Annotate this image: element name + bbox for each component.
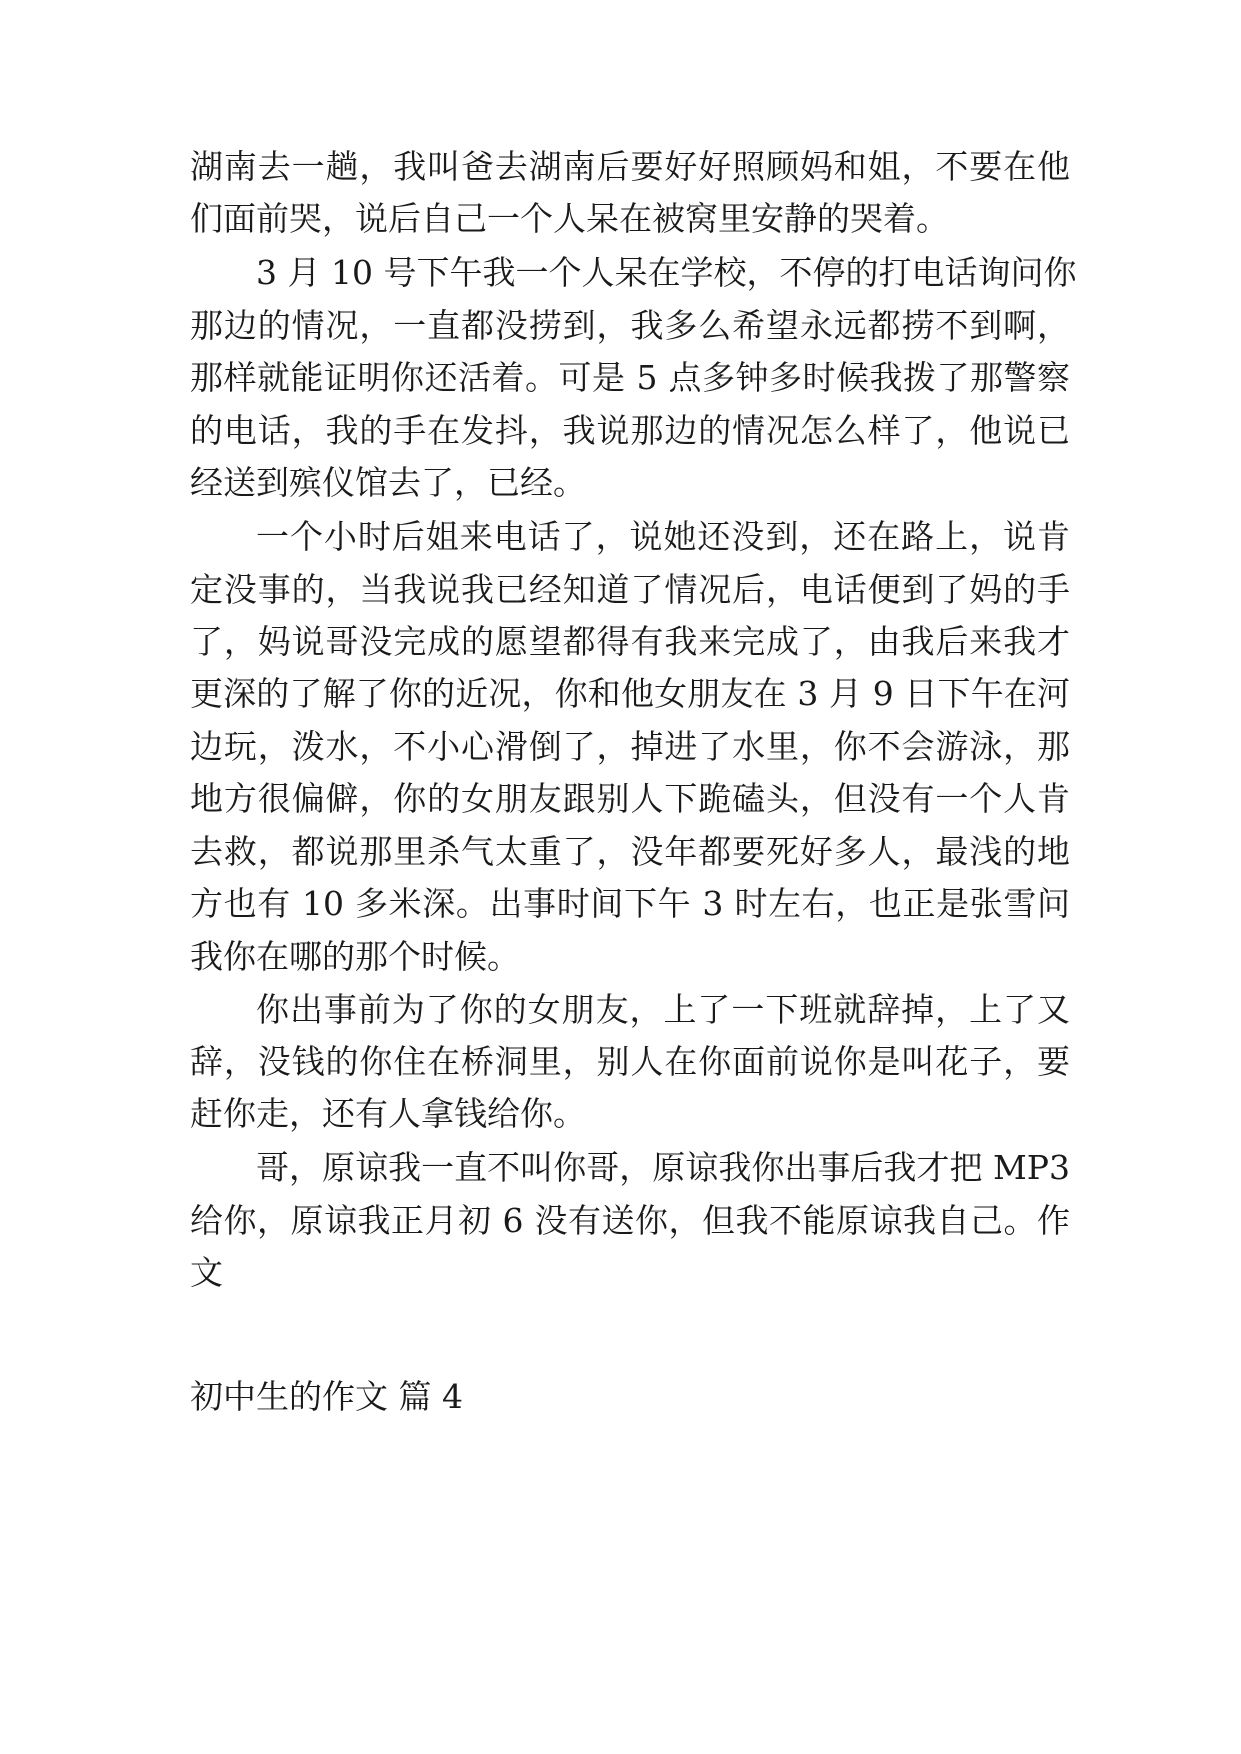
text-line: 的电话，我的手在发抖，我说那边的情况怎么样了，他说已: [190, 411, 1070, 450]
text-line: 们面前哭，说后自己一个人呆在被窝里安静的哭着。: [190, 199, 949, 238]
text-line: 文: [190, 1253, 223, 1292]
text-line: 定没事的，当我说我已经知道了情况后，电话便到了妈的手: [190, 570, 1070, 609]
text-line: 了，妈说哥没完成的愿望都得有我来完成了，由我后来我才: [190, 622, 1070, 661]
paragraph-first-line: 哥，原谅我一直不叫你哥，原谅我你出事后我才把 MP3: [256, 1148, 1070, 1187]
text-line: 边玩，泼水，不小心滑倒了，掉进了水里，你不会游泳，那: [190, 727, 1070, 766]
paragraph-first-line: 一个小时后姐来电话了，说她还没到，还在路上，说肯: [256, 517, 1070, 556]
text-line: 地方很偏僻，你的女朋友跟别人下跪磕头，但没有一个人肯: [190, 779, 1070, 818]
text-line: 更深的了解了你的近况，你和他女朋友在 3 月 9 日下午在河: [190, 674, 1070, 713]
paragraph-first-line: 你出事前为了你的女朋友，上了一下班就辞掉，上了又: [256, 990, 1070, 1029]
paragraph-first-line: 3 月 10 号下午我一个人呆在学校，不停的打电话询问你: [256, 253, 1077, 292]
text-line: 给你，原谅我正月初 6 没有送你，但我不能原谅我自己。作: [190, 1201, 1070, 1240]
text-line: 那边的情况，一直都没捞到，我多么希望永远都捞不到啊，: [190, 306, 1070, 345]
text-line: 我你在哪的那个时候。: [190, 937, 520, 976]
text-line: 去救，都说那里杀气太重了，没年都要死好多人，最浅的地: [190, 832, 1070, 871]
text-line: 湖南去一趟，我叫爸去湖南后要好好照顾妈和姐，不要在他: [190, 147, 1070, 186]
text-line: 那样就能证明你还活着。可是 5 点多钟多时候我拨了那警察: [190, 358, 1070, 397]
text-line: 方也有 10 多米深。出事时间下午 3 时左右，也正是张雪问: [190, 884, 1070, 923]
text-line: 经送到殡仪馆去了，已经。: [190, 463, 586, 502]
section-heading: 初中生的作文 篇 4: [190, 1377, 463, 1416]
text-line: 赶你走，还有人拿钱给你。: [190, 1094, 586, 1133]
text-line: 辞，没钱的你住在桥洞里，别人在你面前说你是叫花子，要: [190, 1042, 1070, 1081]
